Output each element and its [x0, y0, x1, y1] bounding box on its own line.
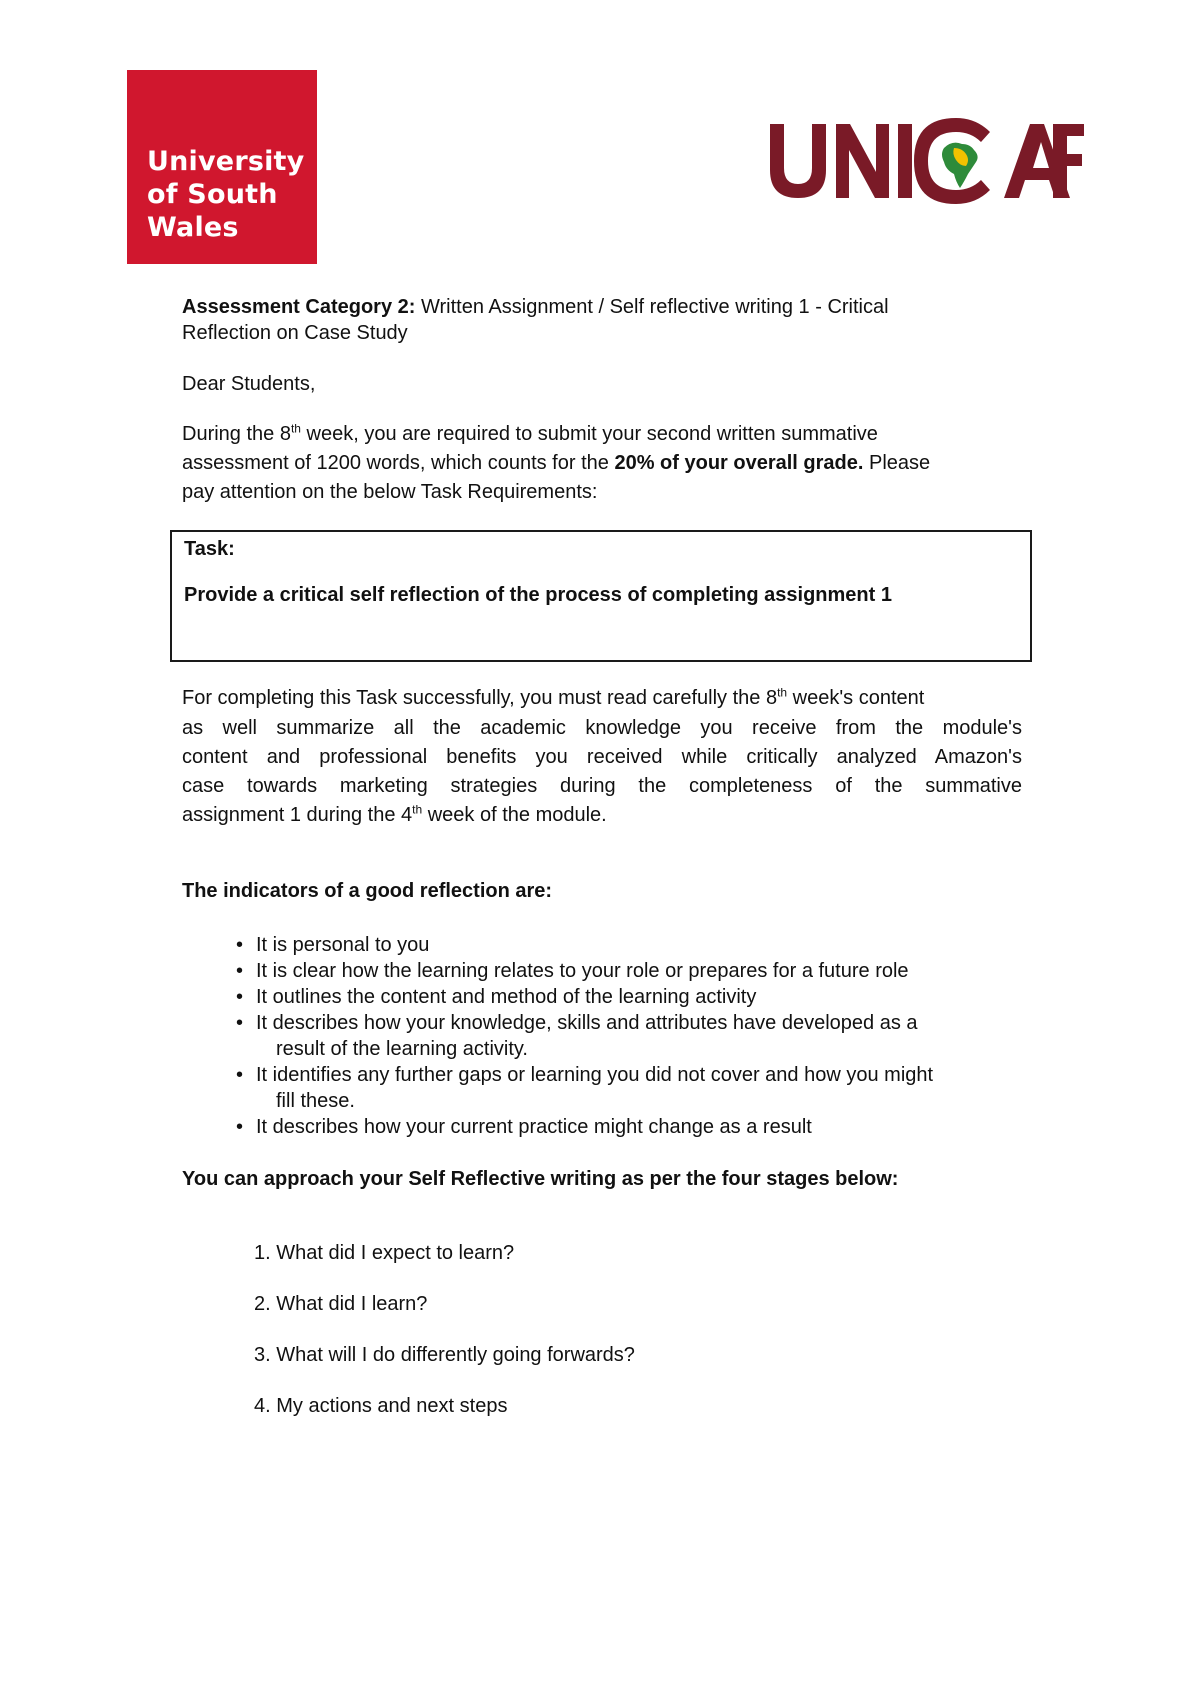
stage-item-4: 4. My actions and next steps — [254, 1395, 508, 1417]
usw-logo-line-3: Wales — [147, 212, 239, 243]
indicator-item — [182, 1114, 1022, 1140]
intro-text-1: During the 8 — [182, 423, 291, 445]
bullet-icon: • — [236, 986, 244, 1008]
completing-line-3: content and professional benefits you received while critically analyzed Amazon's — [182, 746, 1022, 768]
stage-item-3: 3. What will I do differently going forwards? — [254, 1344, 635, 1366]
usw-logo — [127, 70, 317, 264]
indicator-text: It is clear how the learning relates to your role or prepares for a future role — [256, 960, 909, 982]
indicator-text-continued: fill these. — [276, 1090, 355, 1112]
assessment-heading-line-2: Reflection on Case Study — [182, 322, 408, 344]
indicator-text: It identifies any further gaps or learning you did not cover and how you might — [256, 1064, 934, 1086]
intro-text-4: Please — [863, 452, 931, 474]
indicator-item — [182, 984, 1022, 1010]
task-box — [170, 530, 1032, 662]
indicator-text: It describes how your current practice might change as a result — [256, 1116, 812, 1138]
indicators-title: The indicators of a good reflection are: — [182, 880, 553, 902]
completing-sup-1: th — [777, 685, 788, 700]
intro-line-1 — [182, 421, 1022, 448]
assessment-heading — [182, 294, 1022, 321]
bullet-icon: • — [236, 1012, 244, 1034]
usw-logo-line-2: of South — [147, 179, 278, 210]
completing-text-5a: assignment 1 during the 4 — [182, 804, 413, 826]
indicator-text: It is personal to you — [256, 934, 430, 956]
indicator-text: It outlines the content and method of the learning activity — [256, 986, 757, 1008]
assessment-category-text: Written Assignment / Self reflective writing 1 - Critical — [415, 296, 889, 318]
indicator-item — [182, 1010, 1022, 1062]
bullet-icon: • — [236, 1064, 244, 1086]
unicaf-logo — [768, 118, 1086, 206]
completing-line-2: as well summarize all the academic knowledge you receive from the module's — [182, 717, 1022, 739]
indicator-item — [182, 958, 1022, 984]
assessment-category-label: Assessment Category 2: — [182, 296, 416, 318]
completing-line-1 — [182, 685, 1022, 712]
completing-sup-5: th — [412, 802, 423, 817]
greeting: Dear Students, — [182, 373, 316, 395]
stages-title: You can approach your Self Reflective writing as per the four stages below: — [182, 1168, 899, 1190]
bullet-icon: • — [236, 934, 244, 956]
intro-line-2 — [182, 450, 1022, 477]
indicator-text: It describes how your knowledge, skills and attributes have developed as a — [256, 1012, 918, 1034]
indicator-text-continued: result of the learning activity. — [276, 1038, 528, 1060]
task-label: Task: — [184, 538, 235, 560]
intro-bold: 20% of your overall grade. — [614, 452, 864, 474]
indicator-item — [182, 1062, 1022, 1114]
bullet-icon: • — [236, 960, 244, 982]
stage-item-2: 2. What did I learn? — [254, 1293, 428, 1315]
indicator-item — [182, 932, 1022, 958]
completing-text-5b: week of the module. — [422, 804, 607, 826]
intro-sup: th — [290, 421, 301, 436]
completing-text-1a: For completing this Task successfully, you must read carefully the 8 — [182, 687, 778, 709]
indicators-list — [182, 932, 1022, 1140]
intro-text-3: assessment of 1200 words, which counts for the — [182, 452, 615, 474]
intro-text-2: week, you are required to submit your second written summative — [300, 423, 878, 445]
intro-line-3: pay attention on the below Task Requirements: — [182, 481, 598, 503]
stage-item-1: 1. What did I expect to learn? — [254, 1242, 515, 1264]
task-text: Provide a critical self reflection of the process of completing assignment 1 — [184, 584, 892, 606]
completing-line-5 — [182, 802, 1022, 829]
completing-line-4: case towards marketing strategies during the completeness of the summative — [182, 775, 1022, 797]
completing-text-1b: week's content — [787, 687, 925, 709]
bullet-icon: • — [236, 1116, 244, 1138]
usw-logo-line-1: University — [147, 146, 305, 177]
stages-list — [182, 1240, 1022, 1420]
